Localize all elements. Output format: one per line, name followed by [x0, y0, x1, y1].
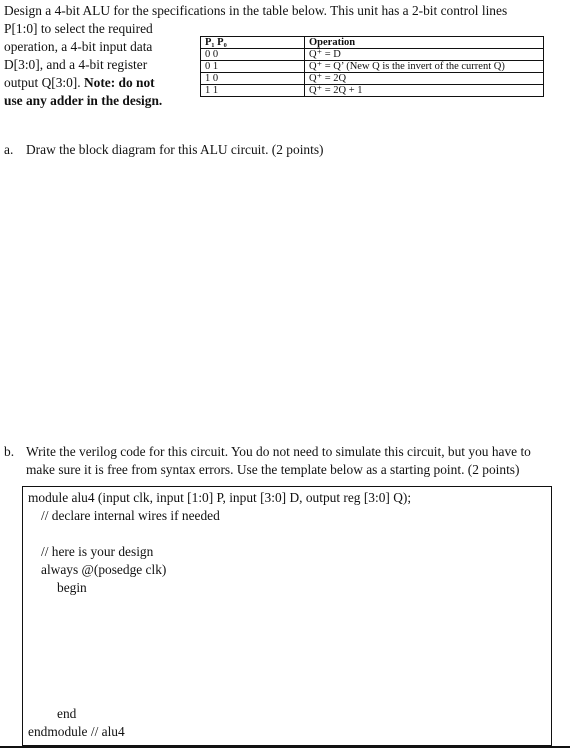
code-template-box — [22, 486, 552, 746]
question-b-label: b. — [4, 444, 15, 459]
intro-line: D[3:0], and a 4-bit register — [4, 57, 148, 72]
table-row — [201, 49, 544, 61]
table-cell-operation: Q⁺ = D — [305, 49, 544, 61]
table-row — [201, 85, 544, 97]
code-line: // here is your design — [41, 544, 154, 559]
table-header-operation: Operation — [305, 37, 544, 49]
table-row — [201, 61, 544, 73]
bottom-divider — [0, 746, 570, 748]
intro-wrapped-text — [4, 20, 179, 110]
code-line: module alu4 (input clk, input [1:0] P, input [3:0] D, output reg [3:0] Q); — [28, 490, 412, 505]
code-line: always @(posedge clk) — [41, 562, 167, 577]
table-cell-operation: Q⁺ = 2Q — [305, 73, 544, 85]
alu-spec-table — [200, 36, 544, 97]
question-b-text: make sure it is free from syntax errors. Use the template below as a starting point. (2 points) — [26, 462, 520, 477]
table-row — [201, 73, 544, 85]
table-cell-control: 0 1 — [201, 61, 305, 73]
code-line: endmodule // alu4 — [28, 724, 125, 739]
question-a — [4, 142, 324, 158]
table-header-row — [201, 37, 544, 49]
table-cell-operation: Q⁺ = 2Q + 1 — [305, 85, 544, 97]
table-cell-control: 1 1 — [201, 85, 305, 97]
question-a-text: Draw the block diagram for this ALU circuit. (2 points) — [26, 142, 324, 157]
note-text: Note: do not — [83, 75, 155, 90]
table-cell-operation: Q⁺ = Q’ (New Q is the invert of the current Q) — [305, 61, 544, 73]
code-line: end — [57, 706, 77, 721]
table-cell-control: 1 0 — [201, 73, 305, 85]
intro-first-line: Design a 4-bit ALU for the specifications in the table below. This unit has a 2-bit control lines — [4, 3, 508, 18]
question-a-label: a. — [4, 142, 14, 157]
intro-line: P[1:0] to select the required — [4, 21, 153, 36]
intro-line: operation, a 4-bit input data — [4, 39, 153, 54]
table-cell-control: 0 0 — [201, 49, 305, 61]
table-header-control: P₁ P₀ — [201, 37, 305, 49]
intro-line: output Q[3:0]. Note: do not — [4, 75, 155, 90]
question-b — [4, 443, 570, 479]
intro-line — [4, 92, 179, 110]
code-line: begin — [57, 580, 87, 595]
note-text: use any adder in the design. — [4, 93, 163, 108]
question-b-text: Write the verilog code for this circuit. You do not need to simulate this circuit, but you have to — [26, 444, 531, 459]
code-line: // declare internal wires if needed — [41, 508, 220, 523]
